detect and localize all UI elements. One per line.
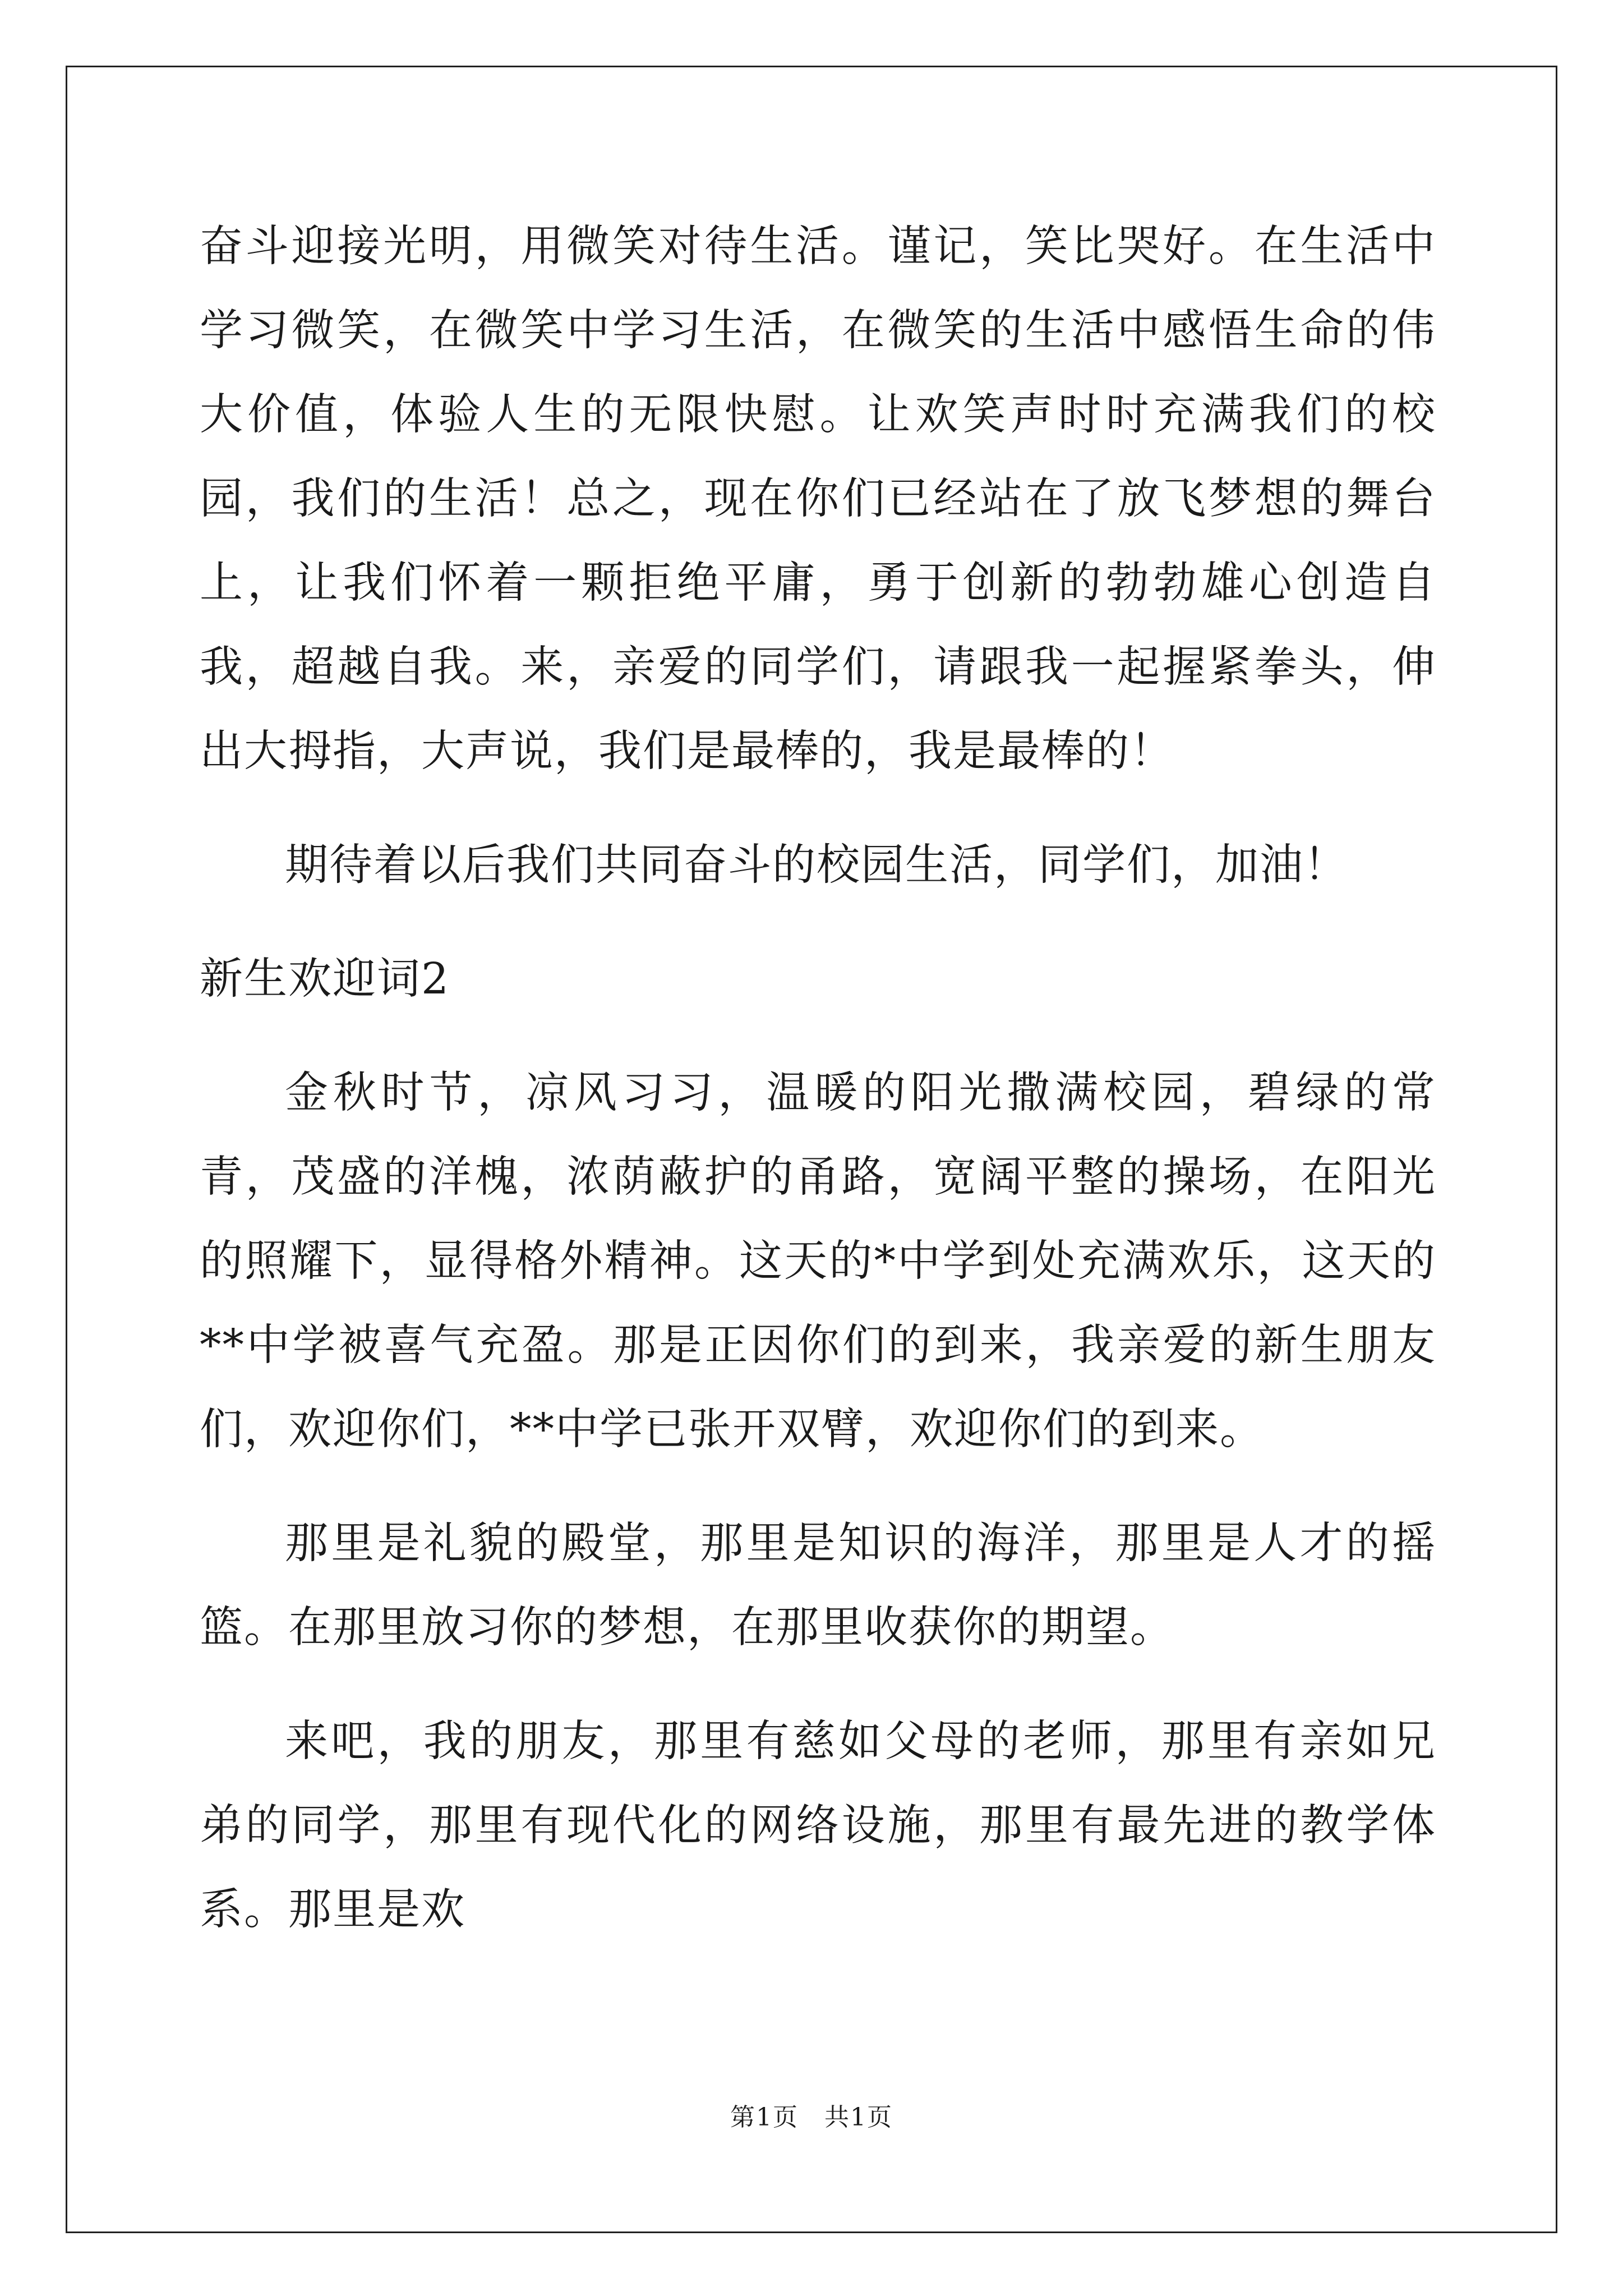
paragraph-2: 期待着以后我们共同奋斗的校园生活，同学们，加油！ (285, 840, 1348, 890)
page-footer: 第1页 共1页 (730, 2103, 893, 2132)
paragraph-4: 那里是礼貌的殿堂，那里是知识的海洋，那里是人才的摇篮。在那里放习你的梦想，在那里收获你的期望。 (200, 1519, 1436, 1653)
paragraph-3: 金秋时节，凉风习习，温暖的阳光撒满校园，碧绿的常青，茂盛的洋槐，浓荫蔽护的甬路，宽阔平整的操场，在阳光的照耀下，显得格外精神。这天的*中学到处充满欢乐，这天的**中学被喜气充盈。那是正因你们的到来，我亲爱的新生朋友们，欢迎你们，**中学已张开双臂，欢迎你们的到来。 (200, 1068, 1436, 1455)
document-body (200, 205, 1436, 1982)
section-heading: 新生欢迎词2 (200, 954, 450, 1004)
paragraph-1: 奋斗迎接光明，用微笑对待生活。谨记，笑比哭好。在生活中学习微笑，在微笑中学习生活，在微笑的生活中感悟生命的伟大价值，体验人生的无限快慰。让欢笑声时时充满我们的校园，我们的生活！总之，现在你们已经站在了放飞梦想的舞台上，让我们怀着一颗拒绝平庸，勇于创新的勃勃雄心创造自我，超越自我。来，亲爱的同学们，请跟我一起握紧拳头，伸出大拇指，大声说，我们是最棒的，我是最棒的！ (200, 222, 1436, 776)
paragraph-5: 来吧，我的朋友，那里有慈如父母的老师，那里有亲如兄弟的同学，那里有现代化的网络设施，那里有最先进的教学体系。那里是欢 (200, 1717, 1436, 1935)
